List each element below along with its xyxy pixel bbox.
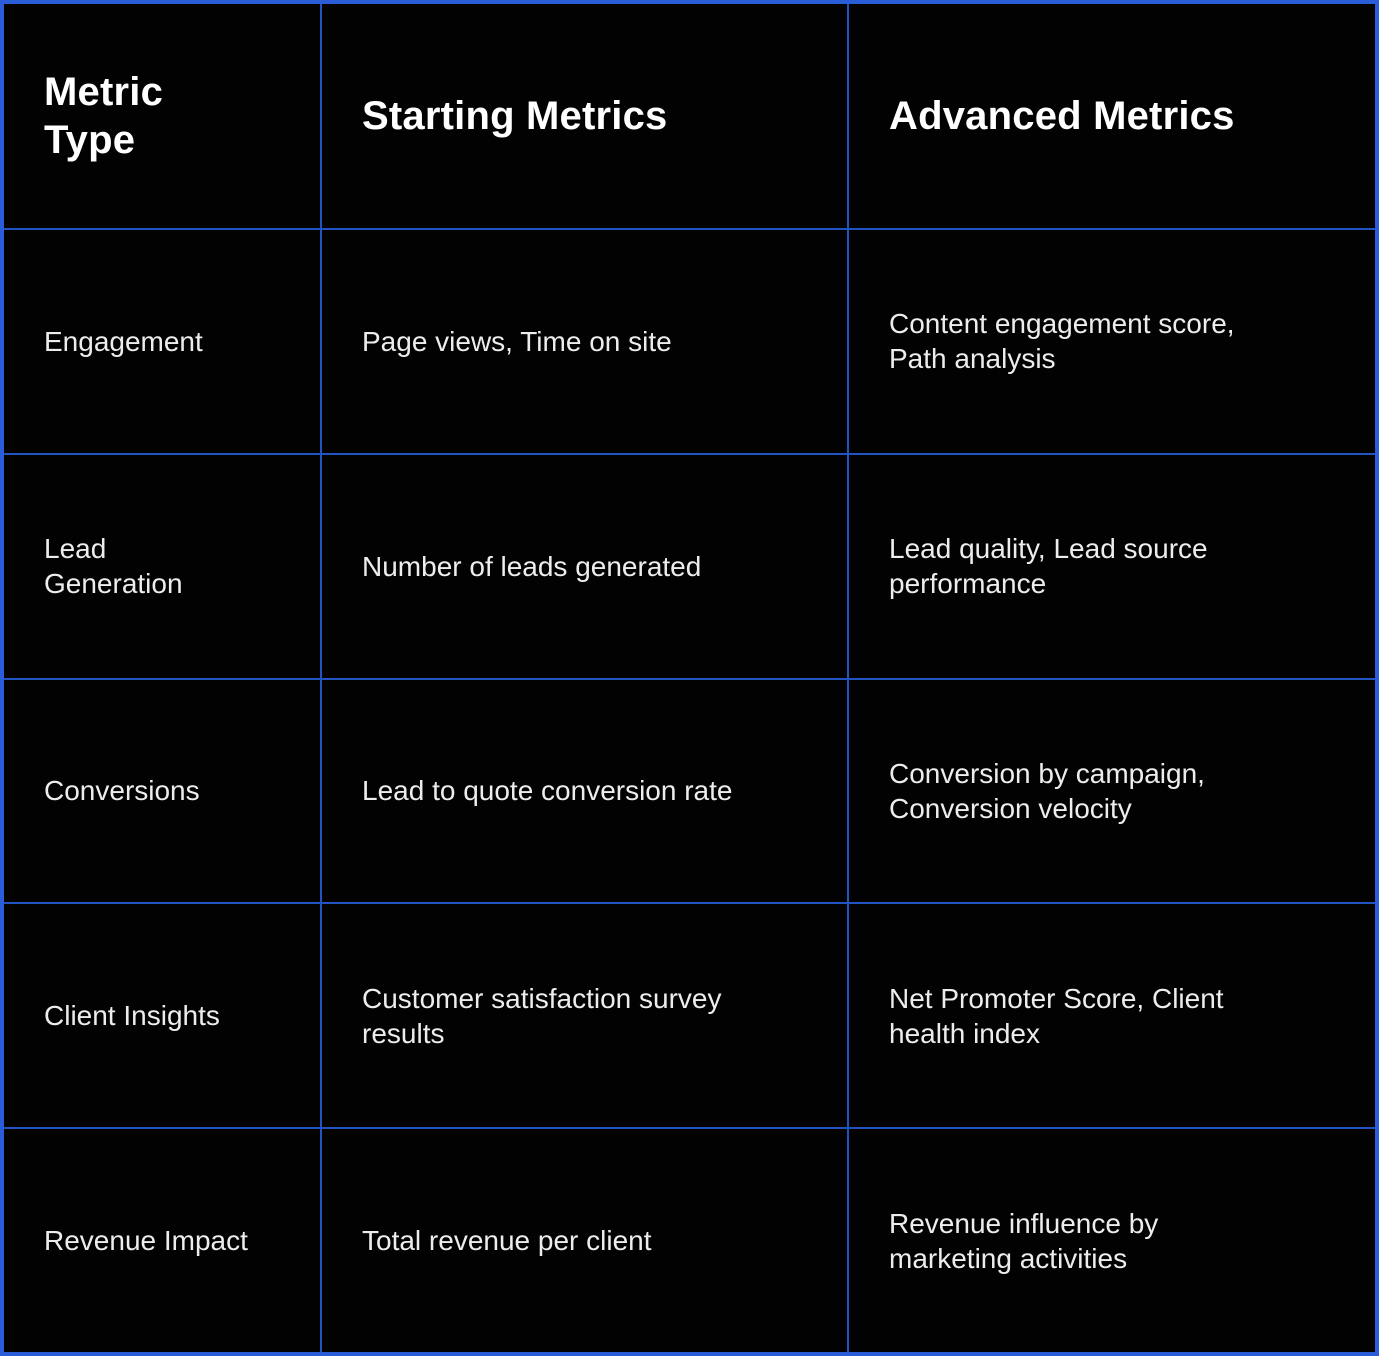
table-row-lead-generation: [4, 453, 1375, 678]
cell-metric-type: Conversions: [4, 680, 320, 903]
column-header-starting-metrics: Starting Metrics: [320, 4, 847, 228]
column-header-metric-type: Metric Type: [4, 4, 320, 228]
cell-metric-type: Lead Generation: [4, 455, 320, 678]
cell-starting-metrics: Total revenue per client: [320, 1129, 847, 1352]
cell-metric-type: Client Insights: [4, 904, 320, 1127]
cell-metric-type: Revenue Impact: [4, 1129, 320, 1352]
cell-advanced-metrics: Net Promoter Score, Client health index: [847, 904, 1375, 1127]
cell-metric-type: Engagement: [4, 230, 320, 453]
cell-starting-metrics: Lead to quote conversion rate: [320, 680, 847, 903]
cell-advanced-metrics: Revenue influence by marketing activities: [847, 1129, 1375, 1352]
column-header-advanced-metrics: Advanced Metrics: [847, 4, 1375, 228]
cell-starting-metrics: Customer satisfaction survey results: [320, 904, 847, 1127]
cell-advanced-metrics: Lead quality, Lead source performance: [847, 455, 1375, 678]
cell-starting-metrics: Number of leads generated: [320, 455, 847, 678]
table-row-conversions: [4, 678, 1375, 903]
table-row-client-insights: [4, 902, 1375, 1127]
cell-advanced-metrics: Conversion by campaign, Conversion velocity: [847, 680, 1375, 903]
cell-advanced-metrics: Content engagement score, Path analysis: [847, 230, 1375, 453]
table-header-row: [4, 4, 1375, 228]
cell-starting-metrics: Page views, Time on site: [320, 230, 847, 453]
table-row-engagement: [4, 228, 1375, 453]
table-row-revenue-impact: [4, 1127, 1375, 1352]
